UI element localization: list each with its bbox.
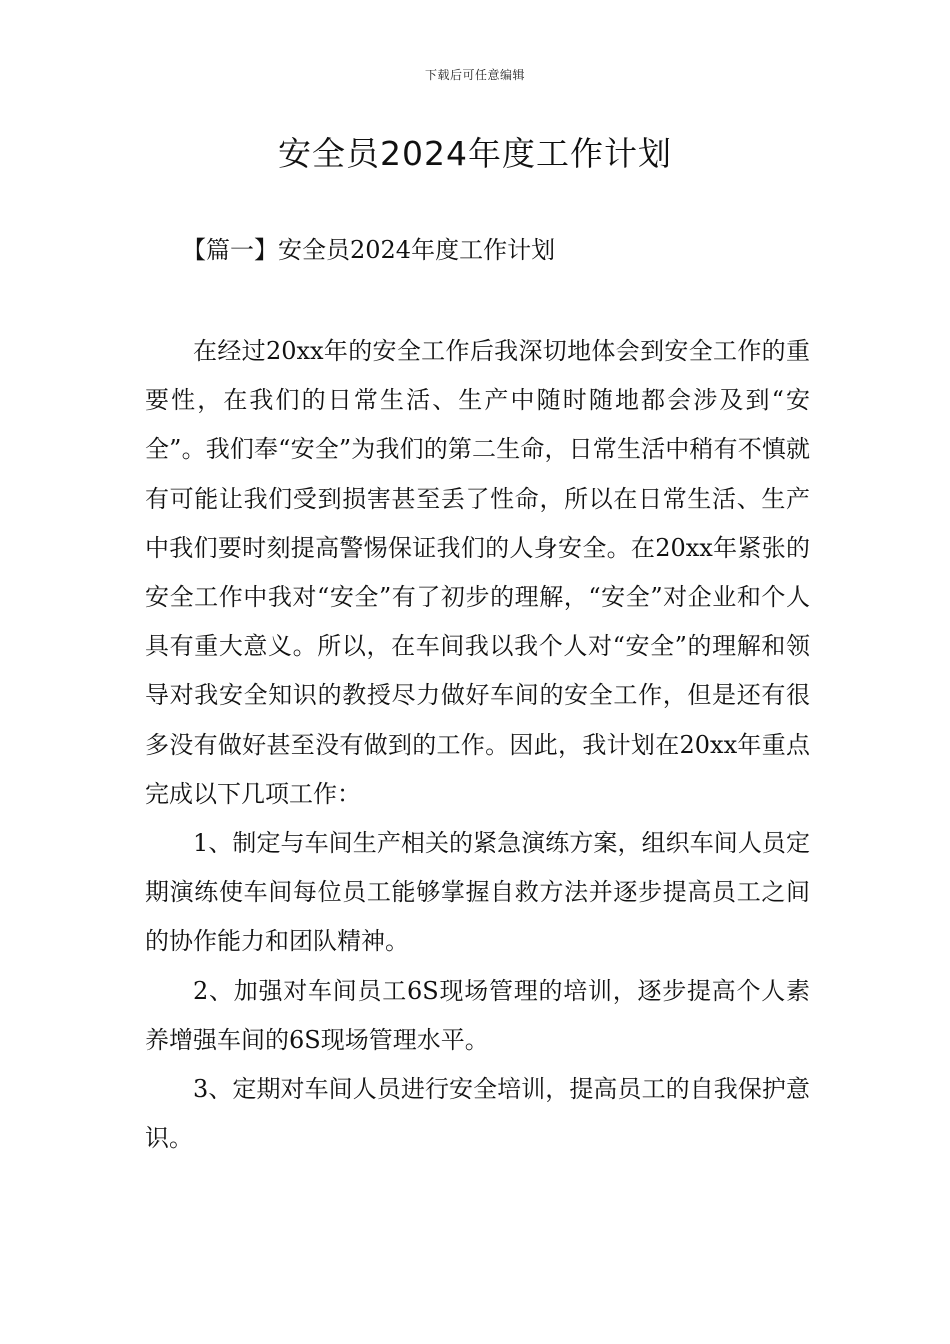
paragraph-intro: 在经过20xx年的安全工作后我深切地体会到安全工作的重要性，在我们的日常生活、生产中随时随地都会涉及到“安全”。我们奉“安全”为我们的第二生命，日常生活中稍有不慎就有可能让我们受到损害甚至丢了性命，所以在日常生活、生产中我们要时刻提高警惕保证我们的人身安全。在20xx年紧张的安全工作中我对“安全”有了初步的理解，“安全”对企业和个人具有重大意义。所以，在车间我以我个人对“安全”的理解和领导对我安全知识的教授尽力做好车间的安全工作，但是还有很多没有做好甚至没有做到的工作。因此，我计划在20xx年重点完成以下几项工作： <box>145 337 810 808</box>
document-title: 安全员2024年度工作计划 <box>278 134 672 173</box>
document-body <box>145 327 810 1163</box>
header-note: 下载后可任意编辑 <box>424 68 525 82</box>
paragraph-item-1: 1、制定与车间生产相关的紧急演练方案，组织车间人员定期演练使车间每位员工能够掌握自救方法并逐步提高员工之间的协作能力和团队精神。 <box>145 829 810 956</box>
paragraph-item-2: 2、加强对车间员工6S现场管理的培训，逐步提高个人素养增强车间的6S现场管理水平。 <box>145 976 810 1054</box>
section-heading: 【篇一】安全员2024年度工作计划 <box>182 236 556 264</box>
paragraph-item-3: 3、定期对车间人员进行安全培训，提高员工的自我保护意识。 <box>145 1075 810 1153</box>
